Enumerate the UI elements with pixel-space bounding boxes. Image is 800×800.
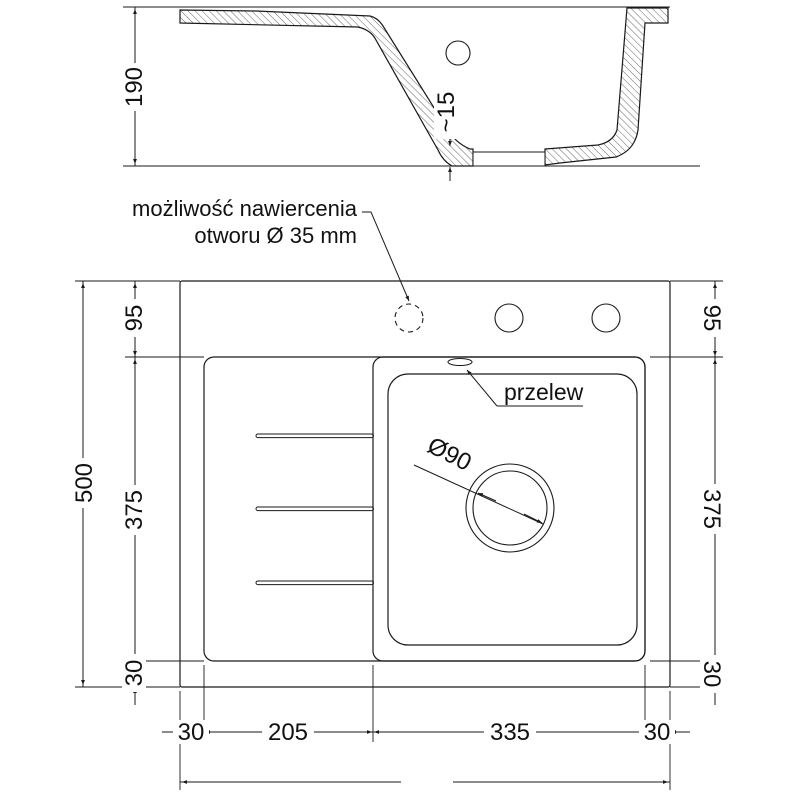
dim-left-basin-depth xyxy=(121,485,148,535)
svg-text:30: 30 xyxy=(177,719,205,746)
drill-note-line2: otworu Ø 35 mm xyxy=(194,223,357,248)
tap-hole xyxy=(495,304,523,332)
dim-right-top-band xyxy=(698,299,725,337)
tap-hole-optional-dashed xyxy=(395,304,423,332)
dim-drain-diameter: Ø90 xyxy=(423,431,476,477)
drainer-rib xyxy=(256,434,374,438)
drain-recess xyxy=(473,152,545,166)
dim-bowl-width xyxy=(484,719,536,746)
dim-total-width xyxy=(401,770,453,794)
svg-text:30: 30 xyxy=(698,660,725,688)
svg-text:~15: ~15 xyxy=(433,91,460,133)
svg-text:375: 375 xyxy=(121,489,148,531)
overflow-hole-section xyxy=(446,41,470,65)
dim-total-depth xyxy=(71,458,98,508)
drill-note-leader xyxy=(362,212,409,301)
side-section-view xyxy=(123,7,700,166)
svg-text:205: 205 xyxy=(267,719,309,746)
dim-left-bottom-rim xyxy=(121,654,148,692)
drain-outer-ring xyxy=(466,464,554,552)
svg-text:500: 500 xyxy=(71,462,98,504)
drainer-rib xyxy=(256,507,374,511)
dim-drain-depth xyxy=(433,85,460,139)
bowl-inner-edge xyxy=(388,374,637,645)
dim-right-basin-depth xyxy=(698,484,725,534)
svg-text:375: 375 xyxy=(698,488,725,530)
svg-text:30: 30 xyxy=(121,659,148,687)
section-left-wall xyxy=(180,10,473,166)
section-right-wall xyxy=(545,8,668,165)
dimension-lines xyxy=(83,281,715,782)
tap-hole xyxy=(592,304,620,332)
drill-note-line1: możliwość nawiercenia xyxy=(132,196,357,221)
drainer-ribs xyxy=(256,434,374,585)
dim-left-top-band xyxy=(121,299,148,337)
dim-drainer-width xyxy=(262,719,314,746)
dim-side-height xyxy=(121,63,148,111)
svg-text:95: 95 xyxy=(121,304,148,332)
plan-view xyxy=(180,281,670,687)
svg-text:190: 190 xyxy=(121,66,148,108)
dim-bottom-left-rim xyxy=(173,719,209,746)
side-view-dimensions xyxy=(135,7,450,181)
sink-outer-edge xyxy=(180,281,670,687)
dim-right-bottom-rim xyxy=(698,655,725,693)
drainer-rib xyxy=(256,581,374,585)
drain-inner-ring xyxy=(473,471,547,545)
overflow-callout xyxy=(467,370,584,406)
svg-text:95: 95 xyxy=(698,304,725,332)
dim-bottom-right-rim xyxy=(639,719,675,746)
svg-text:30: 30 xyxy=(643,719,671,746)
svg-text:335: 335 xyxy=(489,719,531,746)
overflow-slot xyxy=(448,359,472,366)
drill-note xyxy=(132,196,409,301)
overflow-label: przelew xyxy=(504,379,584,405)
